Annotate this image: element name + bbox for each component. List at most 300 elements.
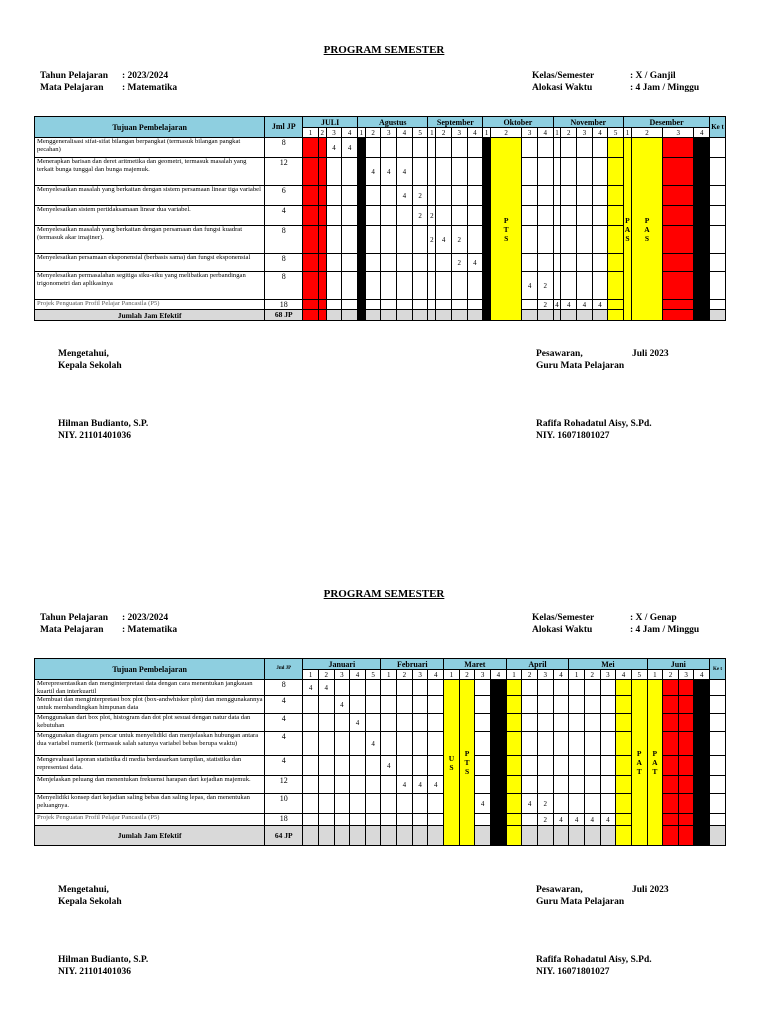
week-number: 3 xyxy=(678,670,694,680)
jp-allocation: 2 xyxy=(412,206,428,226)
table-row xyxy=(35,272,726,300)
table-row xyxy=(35,732,726,756)
total-cell xyxy=(303,310,319,321)
week-cell xyxy=(326,186,342,206)
jp-allocation: 2 xyxy=(451,226,467,254)
week-cell xyxy=(326,226,342,254)
week-cell xyxy=(381,696,397,714)
jp-value: 4 xyxy=(265,756,303,776)
week-cell xyxy=(412,300,428,310)
jp-value: 4 xyxy=(265,206,303,226)
total-cell xyxy=(451,310,467,321)
jp-allocation: 4 xyxy=(381,756,397,776)
week-cell xyxy=(506,776,522,794)
ket-cell xyxy=(710,158,726,186)
month-header: Oktober xyxy=(483,117,553,128)
week-cell xyxy=(561,226,577,254)
week-cell xyxy=(397,254,413,272)
week-number: 1 xyxy=(483,128,491,138)
total-cell xyxy=(412,826,428,846)
table-row xyxy=(35,206,726,226)
month-header: JULI xyxy=(303,117,358,128)
jp-allocation: 2 xyxy=(428,206,436,226)
month-header: April xyxy=(506,659,569,670)
week-number: 4 xyxy=(616,670,632,680)
jp-allocation: 2 xyxy=(537,300,553,310)
holiday-cell xyxy=(483,226,491,254)
week-cell xyxy=(475,732,491,756)
week-cell xyxy=(475,776,491,794)
week-cell xyxy=(303,732,319,756)
mapel-value: : Matematika xyxy=(122,83,178,93)
exam-prep-cell xyxy=(318,206,326,226)
month-header: Mei xyxy=(569,659,647,670)
jp-value: 4 xyxy=(265,714,303,732)
holiday-cell xyxy=(694,732,710,756)
holiday-cell xyxy=(694,756,710,776)
tahun-value: : 2023/2024 xyxy=(122,71,169,81)
week-cell xyxy=(318,814,334,826)
exam-prep-cell xyxy=(663,254,694,272)
week-number: 3 xyxy=(412,670,428,680)
week-cell xyxy=(326,300,342,310)
holiday-cell xyxy=(694,158,710,186)
week-cell xyxy=(506,680,522,696)
week-number: 2 xyxy=(522,670,538,680)
jp-allocation: 4 xyxy=(475,794,491,814)
jp-allocation: 4 xyxy=(412,776,428,794)
week-number: 3 xyxy=(663,128,694,138)
total-value: 68 JP xyxy=(265,310,303,321)
week-number: 4 xyxy=(491,670,507,680)
ket-cell xyxy=(710,814,726,826)
total-cell xyxy=(561,310,577,321)
week-cell xyxy=(506,756,522,776)
place-text: Pesawaran, xyxy=(536,885,583,895)
week-cell xyxy=(577,272,593,300)
exam-prep-cell xyxy=(678,696,694,714)
header-tujuan: Tujuan Pembelajaran xyxy=(35,117,265,138)
total-label: Jumlah Jam Efektif xyxy=(35,826,265,846)
week-cell xyxy=(350,776,366,794)
total-cell xyxy=(553,310,561,321)
table-row xyxy=(35,696,726,714)
week-cell xyxy=(451,272,467,300)
table-row xyxy=(35,226,726,254)
week-cell xyxy=(365,206,381,226)
sig-right-title xyxy=(536,884,669,908)
week-cell xyxy=(342,186,358,206)
holiday-cell xyxy=(358,186,366,206)
exam-prep-cell xyxy=(663,206,694,226)
week-cell xyxy=(428,158,436,186)
sig-right-title xyxy=(536,348,669,372)
week-cell xyxy=(365,680,381,696)
week-number: 4 xyxy=(467,128,483,138)
week-cell xyxy=(350,680,366,696)
week-cell xyxy=(553,206,561,226)
week-cell xyxy=(451,186,467,206)
week-cell xyxy=(467,300,483,310)
jp-allocation: 4 xyxy=(326,138,342,158)
holiday-cell xyxy=(491,814,507,826)
jp-allocation: 4 xyxy=(381,158,397,186)
holiday-cell xyxy=(694,814,710,826)
week-number: 1 xyxy=(303,128,319,138)
exam-prep-cell xyxy=(318,186,326,206)
exam-prep-cell xyxy=(663,186,694,206)
week-cell xyxy=(412,732,428,756)
exam-prep-cell xyxy=(678,732,694,756)
week-number: 2 xyxy=(631,128,662,138)
ket-cell xyxy=(710,226,726,254)
tahun-label: Tahun Pelajaran xyxy=(40,613,109,623)
objective-text: Projek Penguatan Profil Pelajar Pancasila (P5) xyxy=(35,300,265,310)
holiday-cell xyxy=(694,300,710,310)
pat-block: P A T xyxy=(631,680,647,846)
total-cell xyxy=(522,310,538,321)
total-ket xyxy=(710,310,726,321)
week-cell xyxy=(537,680,553,696)
table-row xyxy=(35,756,726,776)
jp-allocation: 2 xyxy=(537,814,553,826)
exam-prep-cell xyxy=(303,272,319,300)
month-header: Maret xyxy=(444,659,507,670)
week-cell xyxy=(318,696,334,714)
holiday-cell xyxy=(491,732,507,756)
week-cell xyxy=(553,680,569,696)
total-row xyxy=(35,826,726,846)
jp-value: 4 xyxy=(265,732,303,756)
week-cell xyxy=(397,272,413,300)
week-cell xyxy=(428,756,444,776)
month-header: Desember xyxy=(624,117,710,128)
week-cell xyxy=(569,696,585,714)
week-cell xyxy=(318,776,334,794)
week-cell xyxy=(381,776,397,794)
exam-prep-cell xyxy=(663,776,679,794)
kelas-value: : X / Genap xyxy=(630,613,677,623)
week-cell xyxy=(397,794,413,814)
week-cell xyxy=(381,794,397,814)
week-number: 2 xyxy=(318,128,326,138)
ket-cell xyxy=(710,696,726,714)
week-cell xyxy=(334,756,350,776)
week-cell xyxy=(350,814,366,826)
week-cell xyxy=(318,756,334,776)
week-cell xyxy=(592,158,608,186)
exam-prep-cell xyxy=(663,138,694,158)
alokasi-label: Alokasi Waktu xyxy=(532,625,593,635)
jp-allocation: 4 xyxy=(342,138,358,158)
week-cell xyxy=(569,680,585,696)
table-row xyxy=(35,138,726,158)
jp-allocation: 2 xyxy=(412,186,428,206)
week-cell xyxy=(561,158,577,186)
sig-right-name xyxy=(536,954,652,978)
exam-prep-cell xyxy=(678,714,694,732)
total-cell xyxy=(491,826,507,846)
week-cell xyxy=(397,680,413,696)
kelas-label: Kelas/Semester xyxy=(532,613,595,623)
week-cell xyxy=(381,138,397,158)
week-number: 3 xyxy=(537,670,553,680)
holiday-cell xyxy=(491,696,507,714)
week-cell xyxy=(365,300,381,310)
mapel-value: : Matematika xyxy=(122,625,178,635)
kelas-value: : X / Ganjil xyxy=(630,71,676,81)
month-header: Agustus xyxy=(358,117,428,128)
week-number: 3 xyxy=(381,128,397,138)
week-cell xyxy=(318,714,334,732)
holiday-cell xyxy=(358,272,366,300)
week-number: 5 xyxy=(608,128,624,138)
week-cell xyxy=(569,756,585,776)
week-cell xyxy=(506,814,522,826)
month-header: Januari xyxy=(303,659,381,670)
week-cell xyxy=(553,138,561,158)
week-cell xyxy=(381,680,397,696)
ket-cell xyxy=(710,680,726,696)
principal-niy: NIY. 21101401036 xyxy=(58,967,132,977)
exam-prep-cell xyxy=(318,158,326,186)
week-cell xyxy=(303,756,319,776)
week-cell xyxy=(342,206,358,226)
week-cell xyxy=(537,186,553,206)
alokasi-value: : 4 Jam / Minggu xyxy=(630,625,700,635)
principal-name: Hilman Budianto, S.P. xyxy=(58,955,149,965)
week-cell xyxy=(506,732,522,756)
holiday-cell xyxy=(483,254,491,272)
week-cell xyxy=(561,206,577,226)
total-cell xyxy=(663,826,679,846)
page-title: PROGRAM SEMESTER xyxy=(323,588,445,600)
week-number: 3 xyxy=(475,670,491,680)
total-cell xyxy=(350,826,366,846)
week-cell xyxy=(608,186,624,206)
week-cell xyxy=(577,138,593,158)
week-cell xyxy=(608,138,624,158)
week-cell xyxy=(537,206,553,226)
week-cell xyxy=(522,696,538,714)
week-number: 1 xyxy=(303,670,319,680)
week-cell xyxy=(608,206,624,226)
jp-value: 12 xyxy=(265,158,303,186)
total-cell xyxy=(397,310,413,321)
week-cell xyxy=(522,814,538,826)
jp-allocation: 4 xyxy=(365,158,381,186)
week-cell xyxy=(381,254,397,272)
week-cell xyxy=(428,138,436,158)
week-cell xyxy=(561,254,577,272)
teacher-niy: NIY. 16071801027 xyxy=(536,967,610,977)
week-number: 2 xyxy=(491,128,522,138)
exam-prep-cell xyxy=(303,226,319,254)
week-cell xyxy=(412,158,428,186)
jp-allocation: 4 xyxy=(522,794,538,814)
week-cell xyxy=(318,732,334,756)
exam-prep-cell xyxy=(663,696,679,714)
total-cell xyxy=(506,826,522,846)
tahun-value: : 2023/2024 xyxy=(122,613,169,623)
tahun-label: Tahun Pelajaran xyxy=(40,71,109,81)
week-cell xyxy=(600,794,616,814)
week-cell xyxy=(522,756,538,776)
week-cell xyxy=(537,776,553,794)
exam-prep-cell xyxy=(663,226,694,254)
week-number: 3 xyxy=(451,128,467,138)
week-cell xyxy=(553,226,561,254)
ket-cell xyxy=(710,300,726,310)
holiday-cell xyxy=(491,794,507,814)
holiday-cell xyxy=(694,254,710,272)
week-cell xyxy=(608,300,624,310)
objective-text: Menyelesaikan sistem pertidaksamaan linear dua variabel. xyxy=(35,206,265,226)
header-right xyxy=(532,612,700,636)
week-cell xyxy=(397,732,413,756)
jp-allocation: 4 xyxy=(303,680,319,696)
week-number: 2 xyxy=(459,670,475,680)
mengetahui-text: Mengetahui, xyxy=(58,349,109,359)
week-cell xyxy=(592,206,608,226)
total-value: 64 JP xyxy=(265,826,303,846)
week-cell xyxy=(608,272,624,300)
holiday-cell xyxy=(694,272,710,300)
exam-prep-cell xyxy=(663,714,679,732)
pat-block: P A T xyxy=(647,680,663,846)
week-cell xyxy=(553,272,561,300)
week-cell xyxy=(412,756,428,776)
holiday-cell xyxy=(358,138,366,158)
holiday-cell xyxy=(694,794,710,814)
week-number: 3 xyxy=(326,128,342,138)
header-tujuan: Tujuan Pembelajaran xyxy=(35,659,265,680)
exam-prep-cell xyxy=(303,186,319,206)
week-cell xyxy=(381,186,397,206)
jp-allocation: 2 xyxy=(537,272,553,300)
week-cell xyxy=(303,714,319,732)
jp-value: 18 xyxy=(265,300,303,310)
objective-text: Mengevaluasi laporan statistika di media berdasarkan tampilan, statistika dan representasi data. xyxy=(35,756,265,776)
objective-text: Menjelaskan peluang dan menentukan frekuensi harapan dari kejadian majemuk. xyxy=(35,776,265,794)
total-cell xyxy=(694,826,710,846)
week-cell xyxy=(506,696,522,714)
sig-left-title xyxy=(58,348,122,372)
holiday-cell xyxy=(694,226,710,254)
total-cell xyxy=(592,310,608,321)
week-cell xyxy=(381,226,397,254)
exam-prep-cell xyxy=(303,254,319,272)
week-cell xyxy=(381,732,397,756)
week-cell xyxy=(428,732,444,756)
jp-allocation: 4 xyxy=(318,680,334,696)
principal-name: Hilman Budianto, S.P. xyxy=(58,419,149,429)
exam-prep-cell xyxy=(663,158,694,186)
week-cell xyxy=(436,300,452,310)
week-cell xyxy=(584,714,600,732)
week-number: 5 xyxy=(365,670,381,680)
exam-prep-cell xyxy=(663,814,679,826)
week-cell xyxy=(584,680,600,696)
holiday-cell xyxy=(358,226,366,254)
total-cell xyxy=(522,826,538,846)
jp-value: 8 xyxy=(265,272,303,300)
holiday-cell xyxy=(483,186,491,206)
sig-left-name xyxy=(58,418,148,442)
week-number: 1 xyxy=(444,670,460,680)
week-cell xyxy=(342,158,358,186)
week-cell xyxy=(318,794,334,814)
week-cell xyxy=(412,814,428,826)
total-cell xyxy=(358,310,366,321)
week-cell xyxy=(412,272,428,300)
week-cell xyxy=(537,158,553,186)
week-cell xyxy=(412,226,428,254)
date-text: Juli 2023 xyxy=(632,349,669,359)
week-cell xyxy=(303,794,319,814)
total-cell xyxy=(397,826,413,846)
week-cell xyxy=(365,186,381,206)
table-row xyxy=(35,776,726,794)
principal-niy: NIY. 21101401036 xyxy=(58,431,132,441)
week-cell xyxy=(577,226,593,254)
week-cell xyxy=(381,814,397,826)
jp-allocation: 4 xyxy=(577,300,593,310)
week-cell xyxy=(522,776,538,794)
jp-allocation: 4 xyxy=(522,272,538,300)
ket-cell xyxy=(710,794,726,814)
week-cell xyxy=(537,714,553,732)
total-ket xyxy=(710,826,726,846)
total-cell xyxy=(318,310,326,321)
week-cell xyxy=(365,776,381,794)
week-cell xyxy=(584,756,600,776)
jp-allocation: 4 xyxy=(397,776,413,794)
week-number: 3 xyxy=(600,670,616,680)
week-cell xyxy=(397,226,413,254)
jp-value: 12 xyxy=(265,776,303,794)
week-cell xyxy=(334,714,350,732)
semester-program-genap xyxy=(0,540,768,1024)
week-cell xyxy=(467,158,483,186)
week-cell xyxy=(522,714,538,732)
holiday-cell xyxy=(483,272,491,300)
exam-prep-cell xyxy=(663,732,679,756)
exam-prep-cell xyxy=(318,138,326,158)
ket-cell xyxy=(710,186,726,206)
holiday-cell xyxy=(483,138,491,158)
week-cell xyxy=(381,714,397,732)
teacher-niy: NIY. 16071801027 xyxy=(536,431,610,441)
header-jml-jp: Jml JP xyxy=(265,117,303,138)
objective-text: Menerapkan barisan dan deret aritmetika dan geometri, termasuk masalah yang terkait bunga tunggal dan bunga majemuk. xyxy=(35,158,265,186)
week-cell xyxy=(397,138,413,158)
total-cell xyxy=(381,310,397,321)
week-cell xyxy=(584,696,600,714)
week-number: 4 xyxy=(694,128,710,138)
table-row xyxy=(35,158,726,186)
week-cell xyxy=(561,272,577,300)
week-cell xyxy=(334,794,350,814)
week-cell xyxy=(577,186,593,206)
week-cell xyxy=(475,756,491,776)
header-ket: Ke t xyxy=(710,659,726,680)
jp-allocation: 4 xyxy=(553,300,561,310)
week-cell xyxy=(412,254,428,272)
week-cell xyxy=(365,696,381,714)
holiday-cell xyxy=(358,206,366,226)
total-cell xyxy=(365,826,381,846)
